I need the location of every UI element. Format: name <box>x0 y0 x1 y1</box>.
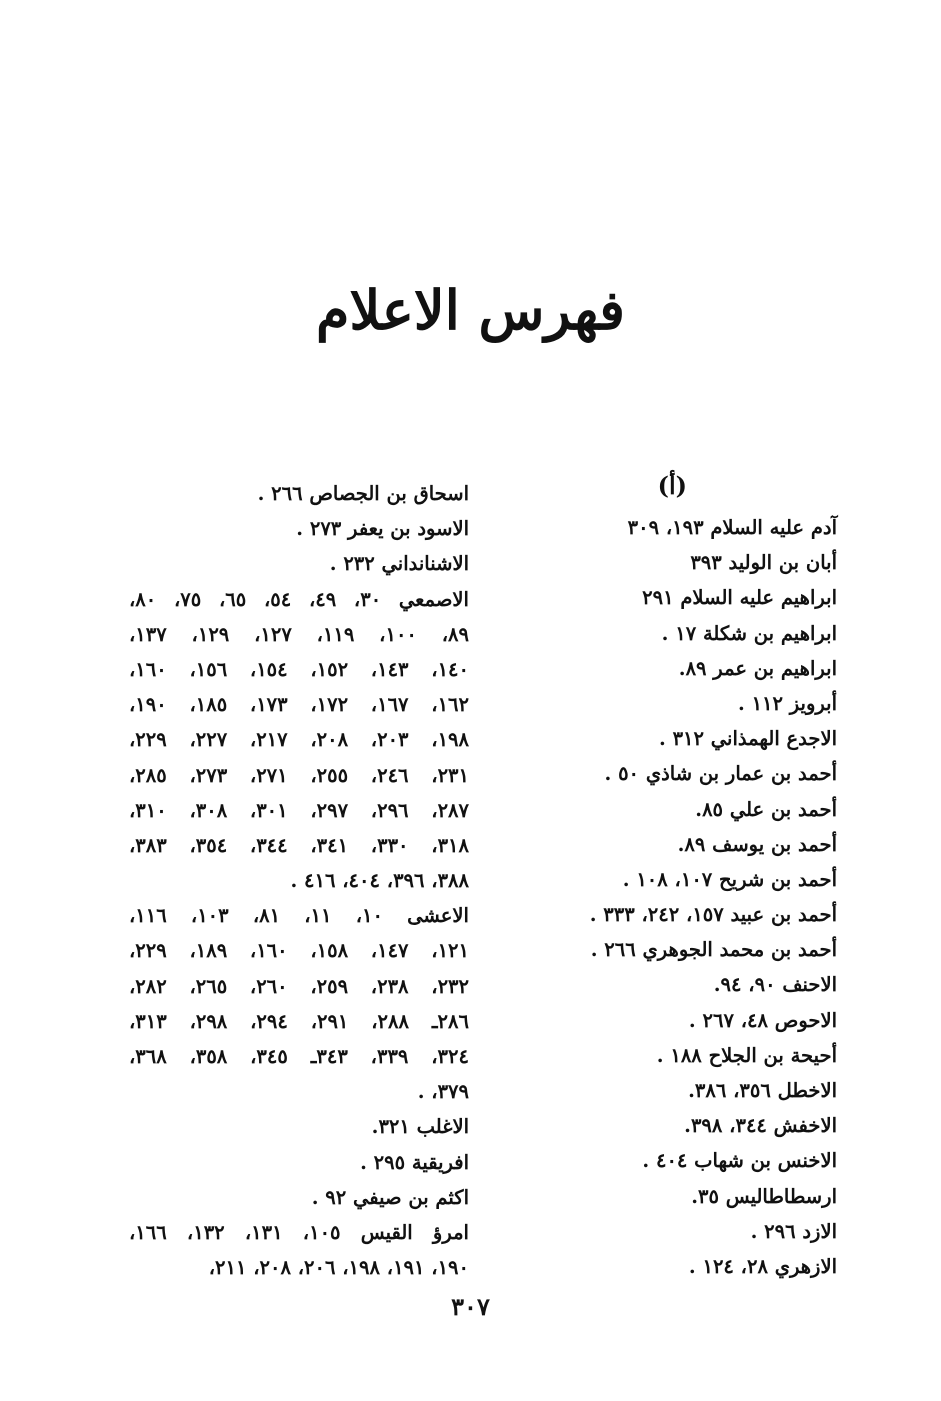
index-entry: أحمد بن عمار بن شاذي ٥٠ . <box>604 762 837 786</box>
index-entry: ١٩٠، ١٩١، ١٩٨، ٢٠٦، ٢٠٨، ٢١١، <box>208 1256 469 1280</box>
page-title: فهرس الاعلام <box>316 278 625 342</box>
index-entry: ١٢١، ١٤٧، ١٥٨، ١٦٠، ١٨٩، ٢٢٩، <box>129 939 469 963</box>
index-entry: ٨٩، ١٠٠، ١١٩، ١٢٧، ١٢٩، ١٣٧، <box>129 622 469 646</box>
index-entry: ٣٢٤، ٣٣٩، ٣٤٣ـ ٣٤٥، ٣٥٨، ٣٦٨، <box>129 1045 469 1068</box>
index-entry: أحمد بن علي ٨٥. <box>695 797 837 821</box>
index-entry: ابراهيم بن شكلة ١٧ . <box>661 621 837 645</box>
index-entry: الاحوص ٤٨، ٢٦٧ . <box>688 1008 837 1032</box>
section-letter-heading: (أ) <box>657 471 687 500</box>
index-entry: أحيحة بن الجلاح ١٨٨ . <box>656 1043 837 1067</box>
index-entry: ٣١٨، ٣٣٠، ٣٤١، ٣٤٤، ٣٥٤، ٣٨٣، <box>129 833 469 857</box>
index-entry: أحمد بن يوسف ٨٩. <box>677 832 837 856</box>
index-entry: ارسطاطاليس ٣٥. <box>691 1184 837 1208</box>
index-entry: الازد ٢٩٦ . <box>750 1219 837 1243</box>
index-entry: الاخفش ٣٤٤، ٣٩٨. <box>684 1114 837 1138</box>
index-entry: أحمد بن محمد الجوهري ٢٦٦ . <box>590 938 837 962</box>
index-entry: الاصمعي ٣٠، ٤٩، ٥٤، ٦٥، ٧٥، ٨٠، <box>129 587 469 611</box>
page-number: ٣٠٧ <box>451 1292 490 1321</box>
index-entry: افريقية ٢٩٥ . <box>360 1150 469 1174</box>
index-entry: ٢٣١، ٢٤٦، ٢٥٥، ٢٧١، ٢٧٣، ٢٨٥، <box>129 763 469 787</box>
index-entry: ابراهيم بن عمر ٨٩. <box>678 656 837 680</box>
index-entry: الازهري ٢٨، ١٢٤ . <box>688 1254 837 1278</box>
index-entry: ٢٨٧، ٢٩٦، ٢٩٧، ٣٠١، ٣٠٨، ٣١٠، <box>129 798 469 822</box>
index-entry: اكثم بن صيفي ٩٢ . <box>311 1185 469 1209</box>
index-entry: الاعشى ١٠، ١١، ٨١، ١٠٣، ١١٦، <box>129 904 469 928</box>
index-entry: الاخطل ٣٥٦، ٣٨٦. <box>688 1079 837 1102</box>
index-entry: ٢٨٦ـ ٢٨٨، ٢٩١، ٢٩٤، ٢٩٨، ٣١٣، <box>129 1009 469 1033</box>
index-entry: الاحنف ٩٠، ٩٤. <box>713 973 837 997</box>
index-entry: آدم عليه السلام ١٩٣، ٣٠٩ <box>627 516 837 539</box>
index-entry: ١٦٢، ١٦٧، ١٧٢، ١٧٣، ١٨٥، ١٩٠، <box>129 693 469 717</box>
index-entry: امرؤ القيس ١٠٥، ١٣١، ١٣٢، ١٦٦، <box>129 1220 469 1244</box>
index-entry: ٣٧٩، . <box>417 1080 469 1104</box>
index-entry: الاغلب ٣٢١. <box>371 1115 469 1139</box>
index-entry: أبان بن الوليد ٣٩٣ <box>690 551 837 575</box>
index-entry: ٣٨٨، ٣٩٦، ٤٠٤، ٤١٦ . <box>290 869 469 893</box>
index-column-left <box>129 476 469 1285</box>
index-entry: الاشنانداني ٢٣٢ . <box>329 552 469 576</box>
index-entry: ابراهيم عليه السلام ٢٩١ <box>642 586 837 610</box>
index-column-right <box>477 470 837 1284</box>
index-entry: ١٤٠، ١٤٣، ١٥٢، ١٥٤، ١٥٦، ١٦٠، <box>129 657 469 681</box>
index-entry: الاجدع الهمذاني ٣١٢ . <box>659 727 837 751</box>
index-entry: أبرويز ١١٢ . <box>738 691 837 715</box>
index-entry: الاسود بن يعفر ٢٧٣ . <box>296 517 469 541</box>
index-entry: أحمد بن شريح ١٠٧، ١٠٨ . <box>622 867 837 891</box>
index-entry: أحمد بن عبيد ١٥٧، ٢٤٢، ٣٣٣ . <box>589 903 837 927</box>
index-entry: الاخنس بن شهاب ٤٠٤ . <box>642 1149 837 1173</box>
index-entry: اسحاق بن الجصاص ٢٦٦ . <box>257 482 469 505</box>
index-entry: ١٩٨، ٢٠٣، ٢٠٨، ٢١٧، ٢٢٧، ٢٢٩، <box>129 728 469 752</box>
index-entry: ٢٣٢، ٢٣٨، ٢٥٩، ٢٦٠، ٢٦٥، ٢٨٢، <box>129 974 469 998</box>
